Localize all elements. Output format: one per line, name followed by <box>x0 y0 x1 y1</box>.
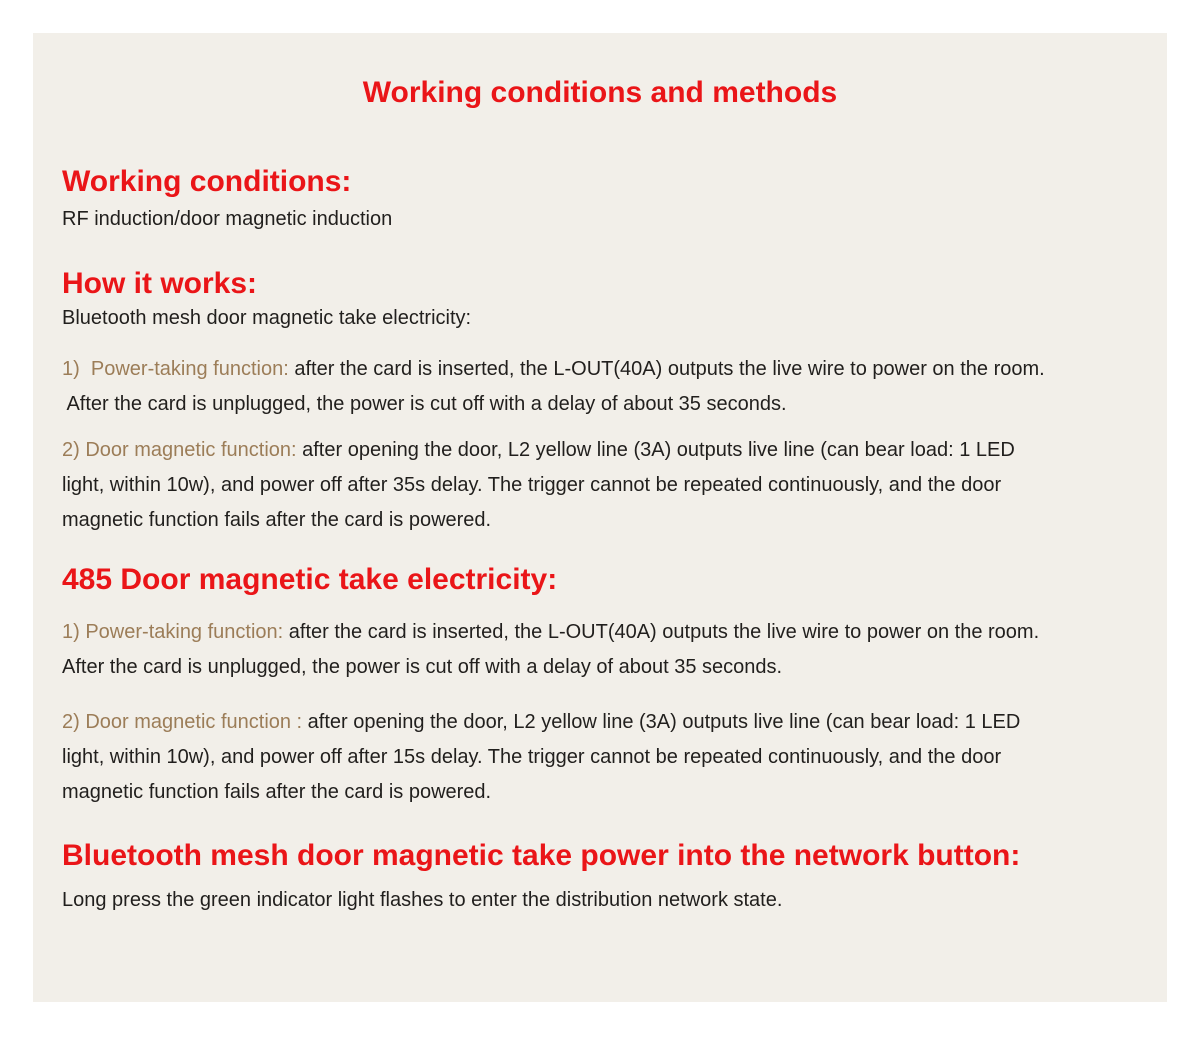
485-power-taking-label: 1) Power-taking function: <box>62 621 284 643</box>
paragraph-line: After the card is unplugged, the power is cut off with a delay of about 35 seconds. <box>62 393 787 415</box>
section-heading-485-door-magnetic: 485 Door magnetic take electricity: <box>62 563 558 596</box>
door-magnetic-label: 2) Door magnetic function: <box>62 439 297 461</box>
paragraph-line <box>62 433 1138 468</box>
paragraph-door-magnetic <box>62 433 1138 538</box>
485-door-magnetic-text: after opening the door, L2 yellow line (3A) outputs live line (can bear load: 1 LED <box>302 711 1021 733</box>
working-conditions-body: RF induction/door magnetic induction <box>62 208 393 230</box>
network-button-body: Long press the green indicator light flashes to enter the distribution network state. <box>62 889 783 911</box>
door-magnetic-text: after opening the door, L2 yellow line (3A) outputs live line (can bear load: 1 LED <box>296 439 1015 461</box>
page-title: Working conditions and methods <box>362 76 838 109</box>
paragraph-line: light, within 10w), and power off after 15s delay. The trigger cannot be repeated continuously, and the door <box>62 746 1002 768</box>
paragraph-485-door-magnetic <box>62 705 1138 810</box>
paragraph-line <box>62 615 1138 650</box>
paragraph-line: magnetic function fails after the card is powered. <box>62 509 492 531</box>
content-card <box>33 33 1167 1002</box>
paragraph-line <box>62 352 1138 387</box>
485-door-magnetic-label: 2) Door magnetic function : <box>62 711 303 733</box>
section-heading-how-it-works: How it works: <box>62 267 258 300</box>
section-heading-network-button: Bluetooth mesh door magnetic take power into the network button: <box>62 839 1021 872</box>
paragraph-line <box>62 705 1138 740</box>
how-it-works-intro: Bluetooth mesh door magnetic take electricity: <box>62 307 472 329</box>
section-heading-working-conditions: Working conditions: <box>62 165 352 198</box>
paragraph-485-power-taking <box>62 615 1138 685</box>
paragraph-line: After the card is unplugged, the power is cut off with a delay of about 35 seconds. <box>62 656 783 678</box>
power-taking-label: 1) Power-taking function: <box>62 358 289 380</box>
power-taking-text: after the card is inserted, the L-OUT(40A) outputs the live wire to power on the room. <box>288 358 1045 380</box>
485-power-taking-text: after the card is inserted, the L-OUT(40A) outputs the live wire to power on the room. <box>283 621 1040 643</box>
paragraph-line: light, within 10w), and power off after 35s delay. The trigger cannot be repeated continuously, and the door <box>62 474 1002 496</box>
paragraph-line: magnetic function fails after the card is powered. <box>62 781 492 803</box>
paragraph-power-taking <box>62 352 1138 422</box>
